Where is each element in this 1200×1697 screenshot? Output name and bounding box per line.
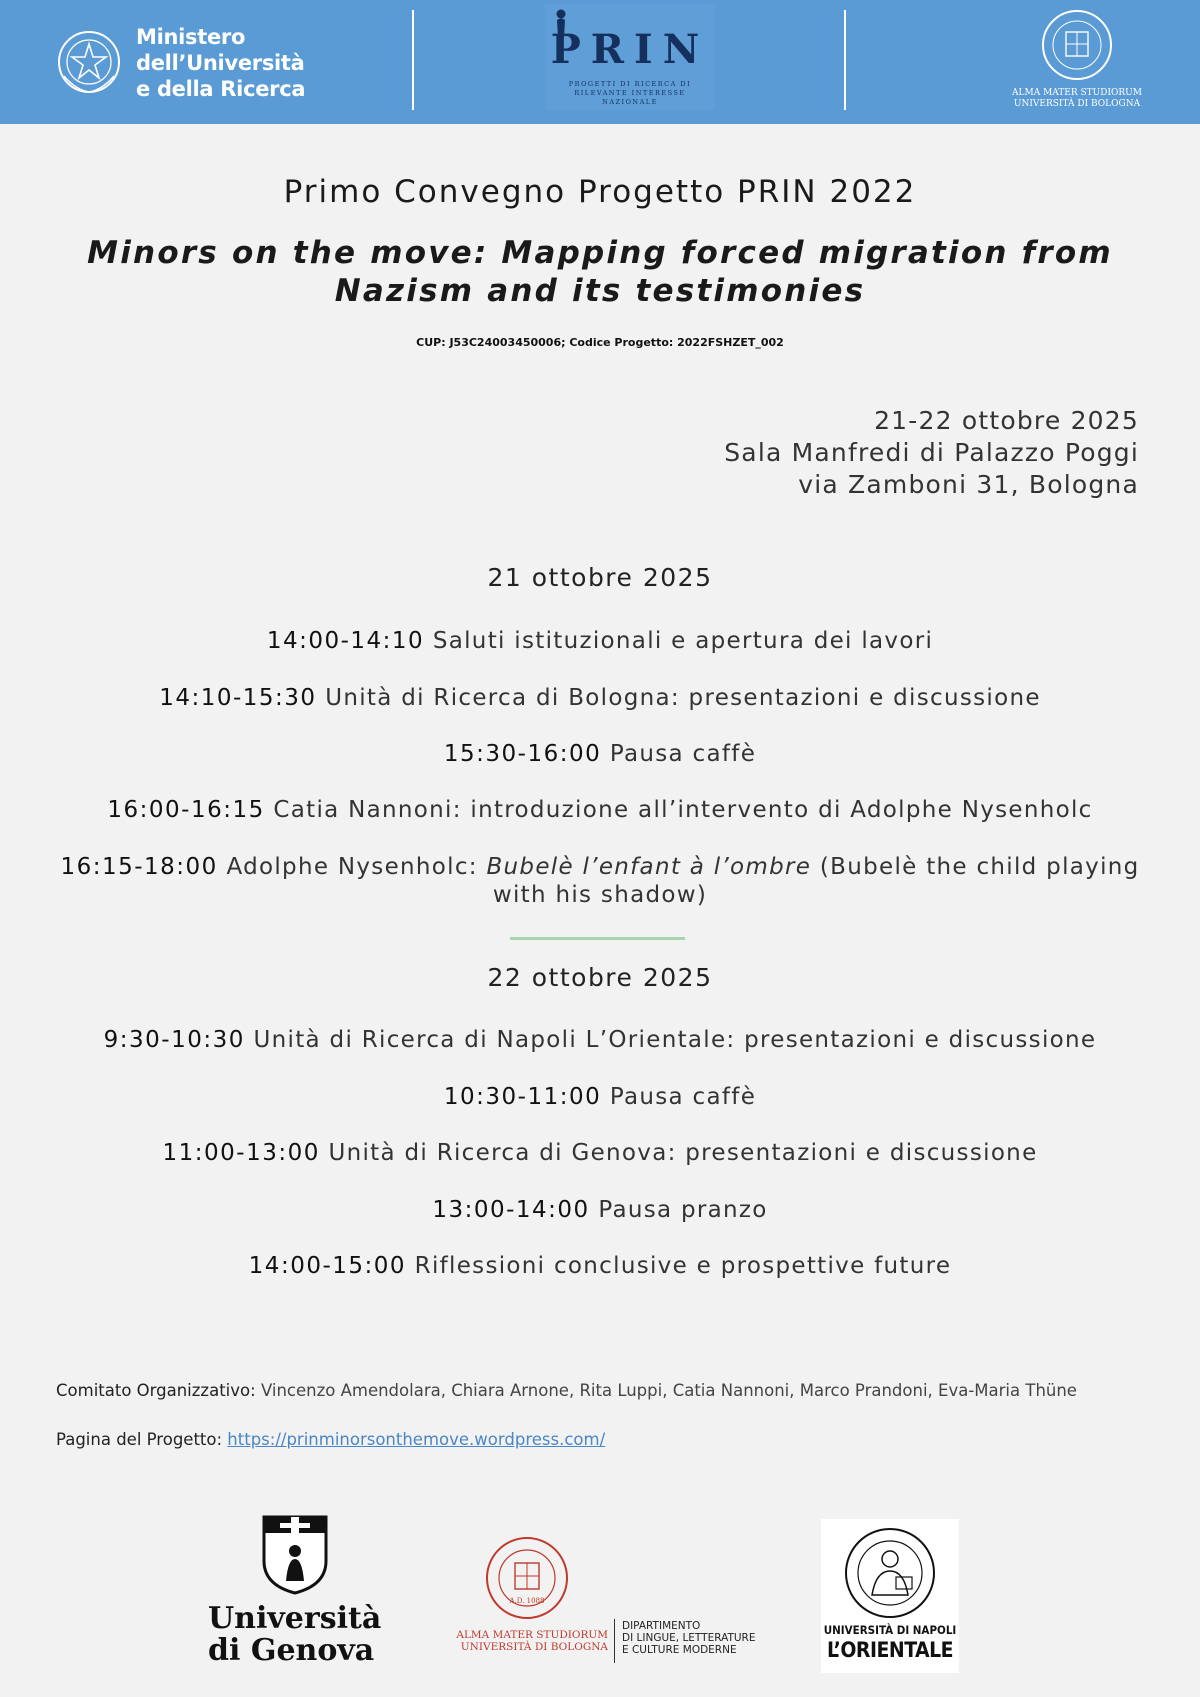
schedule-item [50,1026,1150,1054]
department-name [622,1620,762,1656]
cup-code: CUP: J53C24003450006; Codice Progetto: 2022FSHZET_002 [416,336,784,349]
schedule-item [50,796,1150,824]
schedule-time: 14:00-14:10 [266,628,425,654]
genova-line-2: di Genova [208,1633,375,1668]
prin-subtitle: PROGETTI DI RICERCA DI RILEVANTE INTERESSE NAZIONALE [568,80,692,106]
schedule-work-title: Bubelè l’enfant à l’ombre [486,854,812,880]
unibo-dept-separator [614,1619,615,1663]
ministry-name [136,24,305,102]
prin-logo [545,4,715,110]
schedule-item [50,1252,1150,1280]
orientale-line-2: L’ORIENTALE [826,1638,954,1662]
unibo-seal-year: A.D. 1088 [509,1597,545,1605]
schedule-time: 14:10-15:30 [159,685,317,711]
schedule-text: Unità di Ricerca di Bologna: presentazioni e discussione [325,685,1041,711]
ministry-line-1: Ministero [136,25,246,49]
schedule-text: Catia Nannoni: introduzione all’intervento di Adolphe Nysenholc [273,797,1093,823]
day-1-heading: 21 ottobre 2025 [487,563,713,592]
day-divider [510,937,685,940]
genova-line-1: Università [208,1601,382,1636]
department-line-2: DI LINGUE, LETTERATURE [622,1632,756,1644]
genova-shield-icon [262,1515,328,1595]
ministry-line-3: e della Ricerca [136,77,306,101]
venue-address: via Zamboni 31, Bologna [798,470,1139,499]
schedule-time: 13:00-14:00 [432,1197,590,1223]
schedule-time: 11:00-13:00 [162,1140,320,1166]
page-subtitle: Minors on the move: Mapping forced migration from Nazism and its testimonies [87,235,1113,309]
organizing-committee [56,1381,1077,1400]
italian-emblem-icon [56,26,122,98]
schedule-time: 9:30-10:30 [103,1027,245,1053]
genova-logo [208,1515,388,1668]
schedule-item [50,1196,1150,1224]
committee-label: Comitato Organizzativo: [56,1381,256,1400]
committee-names: Vincenzo Amendolara, Chiara Arnone, Rita Luppi, Catia Nannoni, Marco Prandoni, Eva-Maria Thüne [260,1381,1077,1400]
schedule-time: 10:30-11:00 [443,1084,602,1110]
venue-room: Sala Manfredi di Palazzo Poggi [724,438,1139,467]
schedule-time: 16:00-16:15 [107,797,265,823]
header-separator [412,10,414,110]
unibo-header-logo [1002,8,1152,118]
unibo-department-logo [448,1535,758,1665]
schedule-text-tail: (Bubelè the child playing with his shadow) [492,854,1140,908]
project-page [56,1430,605,1449]
schedule-item [50,1083,1150,1111]
schedule-time: 14:00-15:00 [248,1253,407,1279]
orientale-name [821,1623,959,1663]
venue-block [439,405,1139,501]
schedule-text: Saluti istituzionali e apertura dei lavori [432,628,934,654]
schedule-time: 16:15-18:00 [60,854,218,880]
unibo-seal-icon [1040,8,1114,82]
orientale-line-1: UNIVERSITÀ DI NAPOLI [823,1623,957,1637]
schedule-item [50,1139,1150,1167]
schedule-text: Unità di Ricerca di Genova: presentazioni e discussione [328,1140,1038,1166]
schedule-item [50,684,1150,712]
orientale-logo [821,1519,959,1673]
unibo-header-line-2: UNIVERSITÀ DI BOLOGNA [1013,99,1141,109]
schedule-item [50,853,1150,909]
day-2-heading: 22 ottobre 2025 [487,963,713,992]
unibo-dept-line-2: UNIVERSITÀ DI BOLOGNA [460,1641,608,1653]
header-separator [844,10,846,110]
schedule-item [50,740,1150,768]
department-line-1: DIPARTIMENTO [622,1620,701,1632]
schedule-text: Unità di Ricerca di Napoli L’Orientale: presentazioni e discussione [253,1027,1097,1053]
schedule-text: Pausa pranzo [598,1197,768,1223]
venue-dates: 21-22 ottobre 2025 [874,406,1139,435]
schedule-text: Riflessioni conclusive e prospettive future [414,1253,952,1279]
prin-wordmark: PRIN [550,26,710,73]
header-band [0,0,1200,124]
unibo-dept-name [448,1629,608,1653]
genova-name [208,1603,388,1667]
page-title: Primo Convegno Progetto PRIN 2022 [283,174,917,210]
schedule-text: Pausa caffè [609,741,757,767]
ministry-line-2: dell’Università [136,51,305,75]
schedule-text: Adolphe Nysenholc: [226,854,478,880]
department-line-3: E CULTURE MODERNE [622,1644,737,1656]
schedule-time: 15:30-16:00 [443,741,602,767]
project-page-link[interactable]: https://prinminorsonthemove.wordpress.com/ [227,1430,606,1449]
schedule-item [50,627,1150,655]
project-page-label: Pagina del Progetto: [56,1430,223,1449]
schedule-text: Pausa caffè [609,1084,757,1110]
unibo-red-seal-icon [484,1535,570,1621]
orientale-seal-icon [842,1525,938,1621]
unibo-dept-line-1: ALMA MATER STUDIORUM [456,1629,608,1641]
ministry-logo [56,22,356,102]
unibo-header-name [1002,88,1152,110]
unibo-header-line-1: ALMA MATER STUDIORUM [1012,88,1142,98]
